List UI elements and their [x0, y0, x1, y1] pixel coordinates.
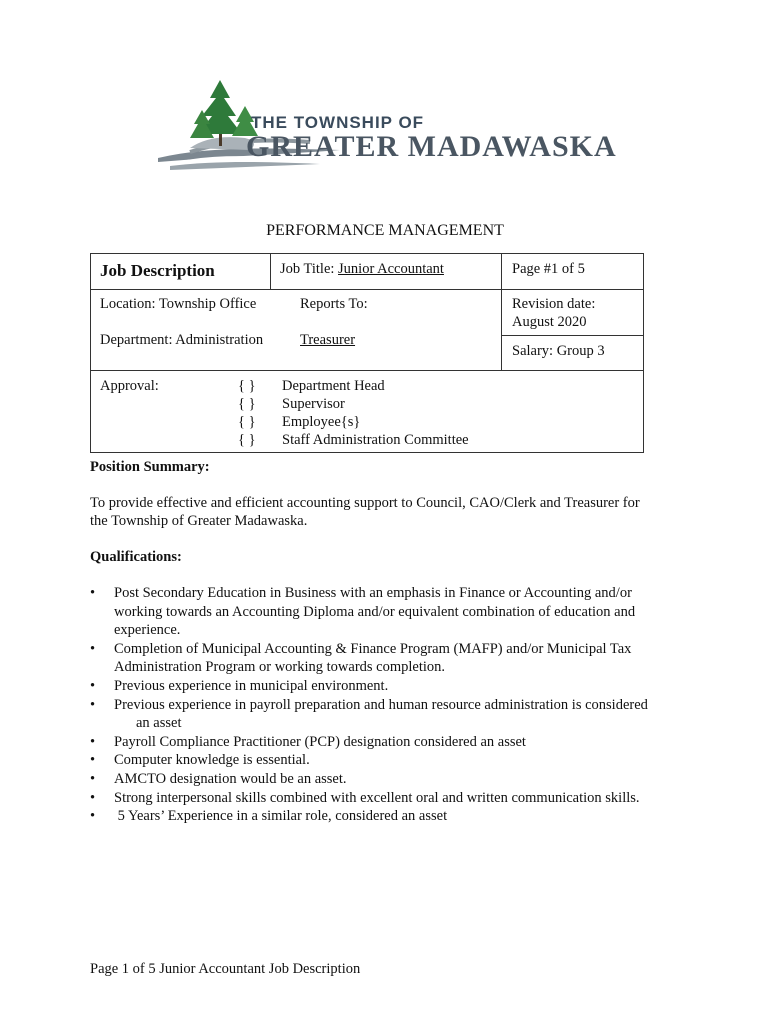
- list-item: • Computer knowledge is essential.: [90, 752, 310, 769]
- list-item: • Previous experience in payroll preparation and human resource administration is considered an asset: [90, 696, 648, 732]
- table-border-right: [643, 253, 644, 453]
- revision-date-label: Revision date:: [512, 296, 596, 312]
- position-summary-heading: Position Summary:: [90, 459, 210, 475]
- job-title-label: Job Title:: [280, 261, 339, 277]
- approval-box-1: { }: [238, 378, 256, 394]
- location-text: Location: Township Office: [100, 296, 257, 312]
- approval-item-3: Employee{s}: [282, 414, 361, 430]
- page-heading: PERFORMANCE MANAGEMENT: [266, 222, 504, 239]
- list-item: • Payroll Compliance Practitioner (PCP) designation considered an asset: [90, 733, 526, 750]
- approval-item-2: Supervisor: [282, 396, 345, 412]
- approval-label: Approval:: [100, 378, 159, 394]
- job-title: [280, 261, 444, 278]
- list-item: • Post Secondary Education in Business with an emphasis in Finance or Accounting and/or working towards an Accounting Diploma and/or equivalent combination of education and experience.: [90, 585, 636, 639]
- approval-box-3: { }: [238, 414, 256, 430]
- revision-date-value: August 2020: [512, 314, 587, 330]
- list-item: • AMCTO designation would be an asset.: [90, 770, 347, 787]
- table-border-left: [90, 253, 91, 453]
- table-border-row2: [90, 370, 644, 371]
- job-title-value: Junior Accountant: [338, 261, 444, 277]
- list-item: • Previous experience in municipal environment.: [90, 677, 389, 694]
- logo-line2: GREATER MADAWASKA: [246, 130, 617, 163]
- list-item: • Strong interpersonal skills combined with excellent oral and written communication skills.: [90, 789, 640, 806]
- list-item: • 5 Years’ Experience in a similar role, considered an asset: [90, 808, 448, 825]
- reports-to-value: Treasurer: [300, 332, 356, 348]
- approval-box-2: { }: [238, 396, 256, 412]
- salary-text: Salary: Group 3: [512, 343, 605, 359]
- table-border-top: [90, 253, 644, 254]
- logo-line1: THE TOWNSHIP OF: [251, 113, 425, 132]
- list-item: • Completion of Municipal Accounting & Finance Program (MAFP) and/or Municipal Tax Administration Program or working towards completion.: [90, 640, 632, 676]
- page-footer: Page 1 of 5 Junior Accountant Job Description: [90, 961, 361, 977]
- reports-to-label: Reports To:: [300, 296, 368, 312]
- qualifications-heading: Qualifications:: [90, 549, 182, 565]
- approval-item-1: Department Head: [282, 378, 385, 394]
- department-text: Department: Administration: [100, 332, 264, 348]
- approval-box-4: { }: [238, 432, 256, 448]
- qualifications-list: [90, 584, 680, 826]
- position-summary-line1: To provide effective and efficient accounting support to Council, CAO/Clerk and Treasurer for: [90, 495, 640, 511]
- page-number-cell: Page #1 of 5: [512, 261, 585, 277]
- table-border-row1: [90, 289, 644, 290]
- table-border-bottom: [90, 452, 644, 453]
- job-description-label: Job Description: [100, 261, 215, 280]
- approval-item-4: Staff Administration Committee: [282, 432, 469, 448]
- table-divider-2: [501, 253, 502, 371]
- table-divider-salary: [501, 335, 644, 336]
- position-summary-line2: the Township of Greater Madawaska.: [90, 513, 308, 529]
- table-divider-1: [270, 253, 271, 290]
